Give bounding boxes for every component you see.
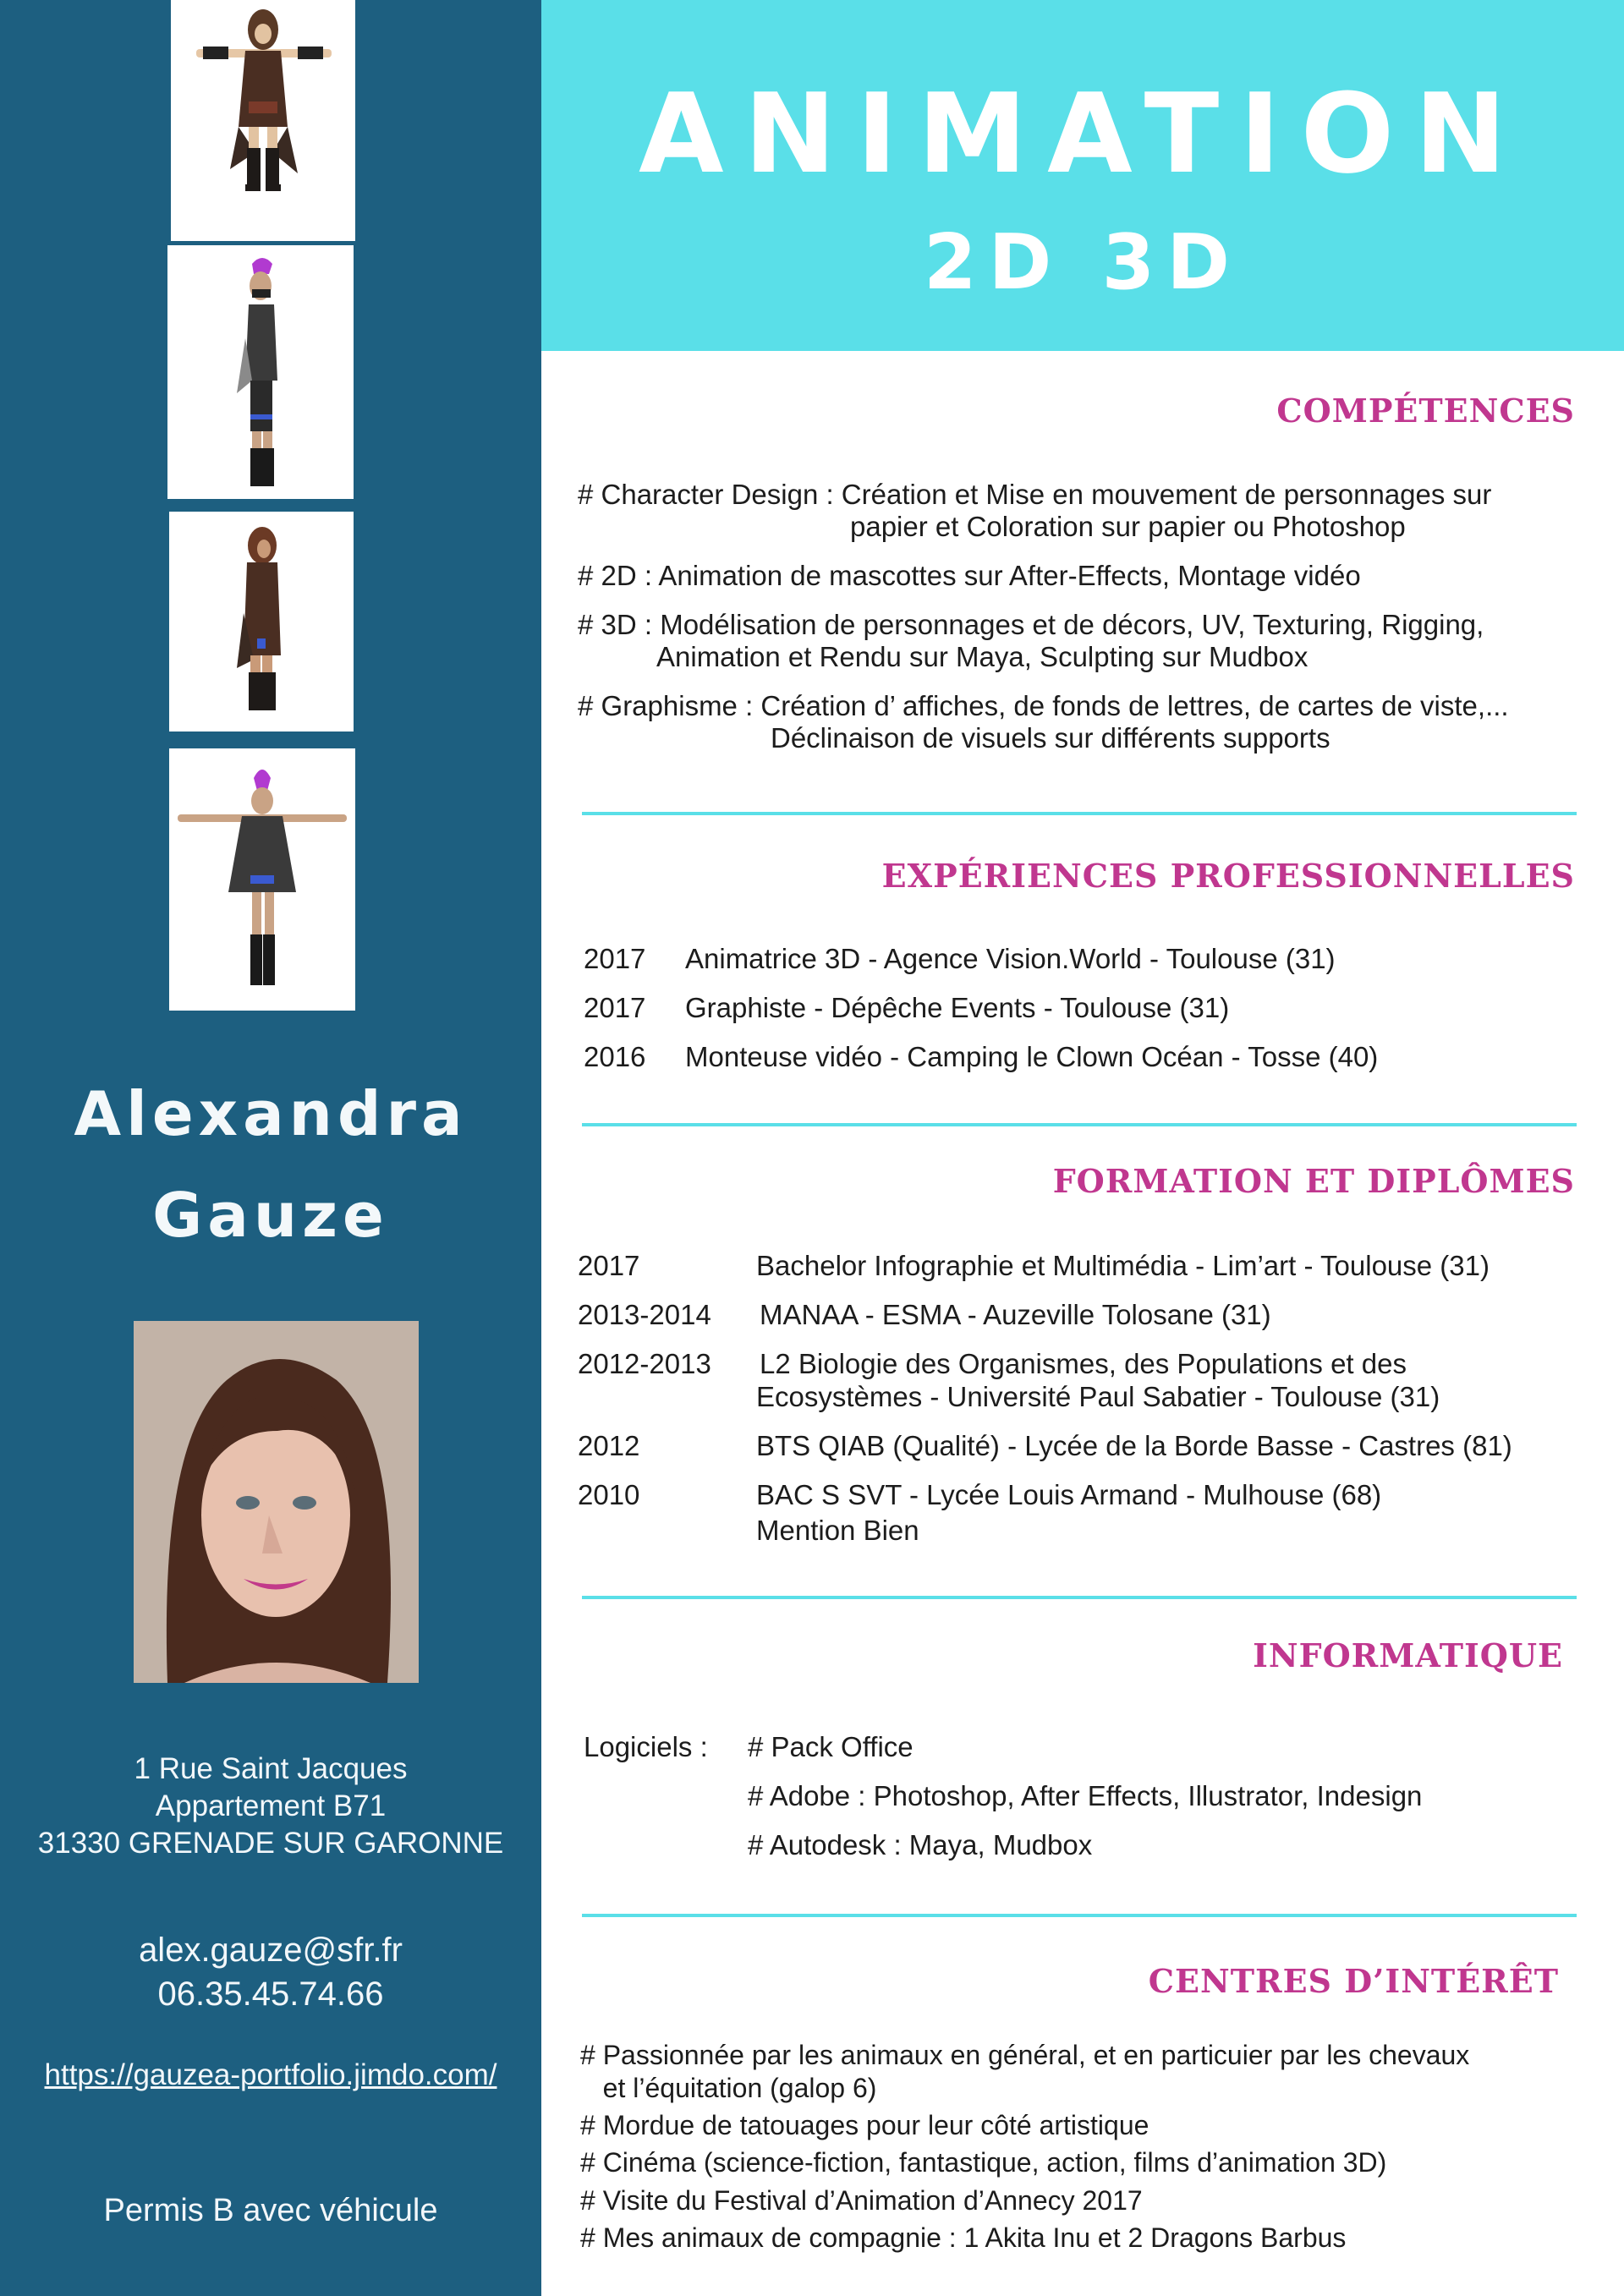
formation-year: 2013-2014 [578, 1299, 711, 1330]
character-tpose-back-image [169, 748, 355, 1011]
competence-item: # Character Design : Création et Mise en mouvement de personnages sur [578, 479, 1492, 510]
divider [582, 1596, 1577, 1599]
interest-item: # Passionnée par les animaux en général, et en particuier par les chevaux [580, 2040, 1470, 2070]
section-title-competences: COMPÉTENCES [1276, 392, 1575, 430]
competence-item-cont: Déclinaison de visuels sur différents supports [771, 722, 1330, 753]
experience-text: Animatrice 3D - Agence Vision.World - Toulouse (31) [685, 943, 1336, 974]
first-name: Alexandra [74, 1078, 468, 1149]
header-banner [541, 0, 1624, 351]
interest-item: # Mes animaux de compagnie : 1 Akita Inu et 2 Dragons Barbus [580, 2222, 1347, 2253]
competence-item-cont: Animation et Rendu sur Maya, Sculpting sur Mudbox [656, 641, 1309, 672]
experience-text: Monteuse vidéo - Camping le Clown Océan - Tosse (40) [685, 1041, 1379, 1072]
interest-item: # Mordue de tatouages pour leur côté artistique [580, 2110, 1149, 2140]
formation-text: BTS QIAB (Qualité) - Lycée de la Borde Basse - Castres (81) [756, 1430, 1512, 1461]
software-item: # Pack Office [748, 1731, 914, 1762]
formation-year: 2017 [578, 1250, 640, 1281]
experience-row [584, 942, 1336, 976]
address-line-1: 1 Rue Saint Jacques [134, 1752, 408, 1785]
divider [582, 1914, 1577, 1917]
experience-year: 2016 [584, 1041, 646, 1072]
section-title-experiences: EXPÉRIENCES PROFESSIONNELLES [881, 857, 1575, 895]
software-label: Logiciels : [584, 1731, 708, 1762]
formation-year: 2010 [578, 1479, 640, 1510]
character-side-view-image [167, 245, 354, 499]
page-subtitle: 2D 3D [924, 218, 1242, 307]
experience-row [584, 991, 1229, 1025]
competence-item: # 3D : Modélisation de personnages et de décors, UV, Texturing, Rigging, [578, 609, 1484, 640]
section-title-informatique: INFORMATIQUE [1253, 1636, 1563, 1674]
formation-text: L2 Biologie des Organismes, des Populations et des [760, 1348, 1407, 1379]
formation-year: 2012-2013 [578, 1348, 711, 1379]
experience-year: 2017 [584, 943, 646, 974]
character-profile-view-image [169, 512, 354, 732]
formation-text-cont: Mention Bien [756, 1515, 919, 1546]
formation-text: BAC S SVT - Lycée Louis Armand - Mulhouse (68) [756, 1479, 1382, 1510]
formation-text-cont: Ecosystèmes - Université Paul Sabatier - Toulouse (31) [756, 1381, 1440, 1412]
address-line-2: Appartement B71 [155, 1789, 387, 1822]
last-name: Gauze [152, 1180, 389, 1251]
formation-text: Bachelor Infographie et Multimédia - Lim’art - Toulouse (31) [756, 1250, 1490, 1281]
address-line-3: 31330 GRENADE SUR GARONNE [37, 1827, 504, 1860]
formation-year: 2012 [578, 1430, 640, 1461]
character-tpose-front-image [171, 0, 355, 241]
competence-item: # 2D : Animation de mascottes sur After-Effects, Montage vidéo [578, 560, 1361, 591]
experience-text: Graphiste - Dépêche Events - Toulouse (31) [685, 992, 1230, 1023]
address-block [0, 1751, 541, 1862]
interest-item: # Visite du Festival d’Animation d’Annecy 2017 [580, 2185, 1143, 2216]
section-title-interets: CENTRES D’INTÉRÊT [1148, 1962, 1559, 2000]
page-title: ANIMATION [638, 69, 1528, 198]
software-item: # Adobe : Photoshop, After Effects, Illustrator, Indesign [748, 1780, 1423, 1811]
interest-item: # Cinéma (science-fiction, fantastique, action, films d’animation 3D) [580, 2147, 1387, 2178]
portfolio-link[interactable]: https://gauzea-portfolio.jimdo.com/ [44, 2058, 497, 2091]
email-link[interactable]: alex.gauze@sfr.fr [139, 1932, 403, 1969]
experience-year: 2017 [584, 992, 646, 1023]
sidebar [0, 0, 541, 2296]
experience-row [584, 1040, 1378, 1074]
divider [582, 812, 1577, 815]
profile-photo [134, 1321, 419, 1683]
section-title-formation: FORMATION ET DIPLÔMES [1052, 1162, 1575, 1200]
contact-block [0, 1928, 541, 2016]
divider [582, 1123, 1577, 1126]
competence-item: # Graphisme : Création d’ affiches, de fonds de lettres, de cartes de viste,... [578, 690, 1509, 721]
software-item: # Autodesk : Maya, Mudbox [748, 1829, 1093, 1860]
driving-license: Permis B avec véhicule [103, 2193, 438, 2228]
formation-text: MANAA - ESMA - Auzeville Tolosane (31) [760, 1299, 1271, 1330]
competence-item-cont: papier et Coloration sur papier ou Photoshop [850, 511, 1406, 542]
phone-number: 06.35.45.74.66 [157, 1975, 384, 2013]
interest-item-cont: et l’équitation (galop 6) [580, 2073, 877, 2103]
